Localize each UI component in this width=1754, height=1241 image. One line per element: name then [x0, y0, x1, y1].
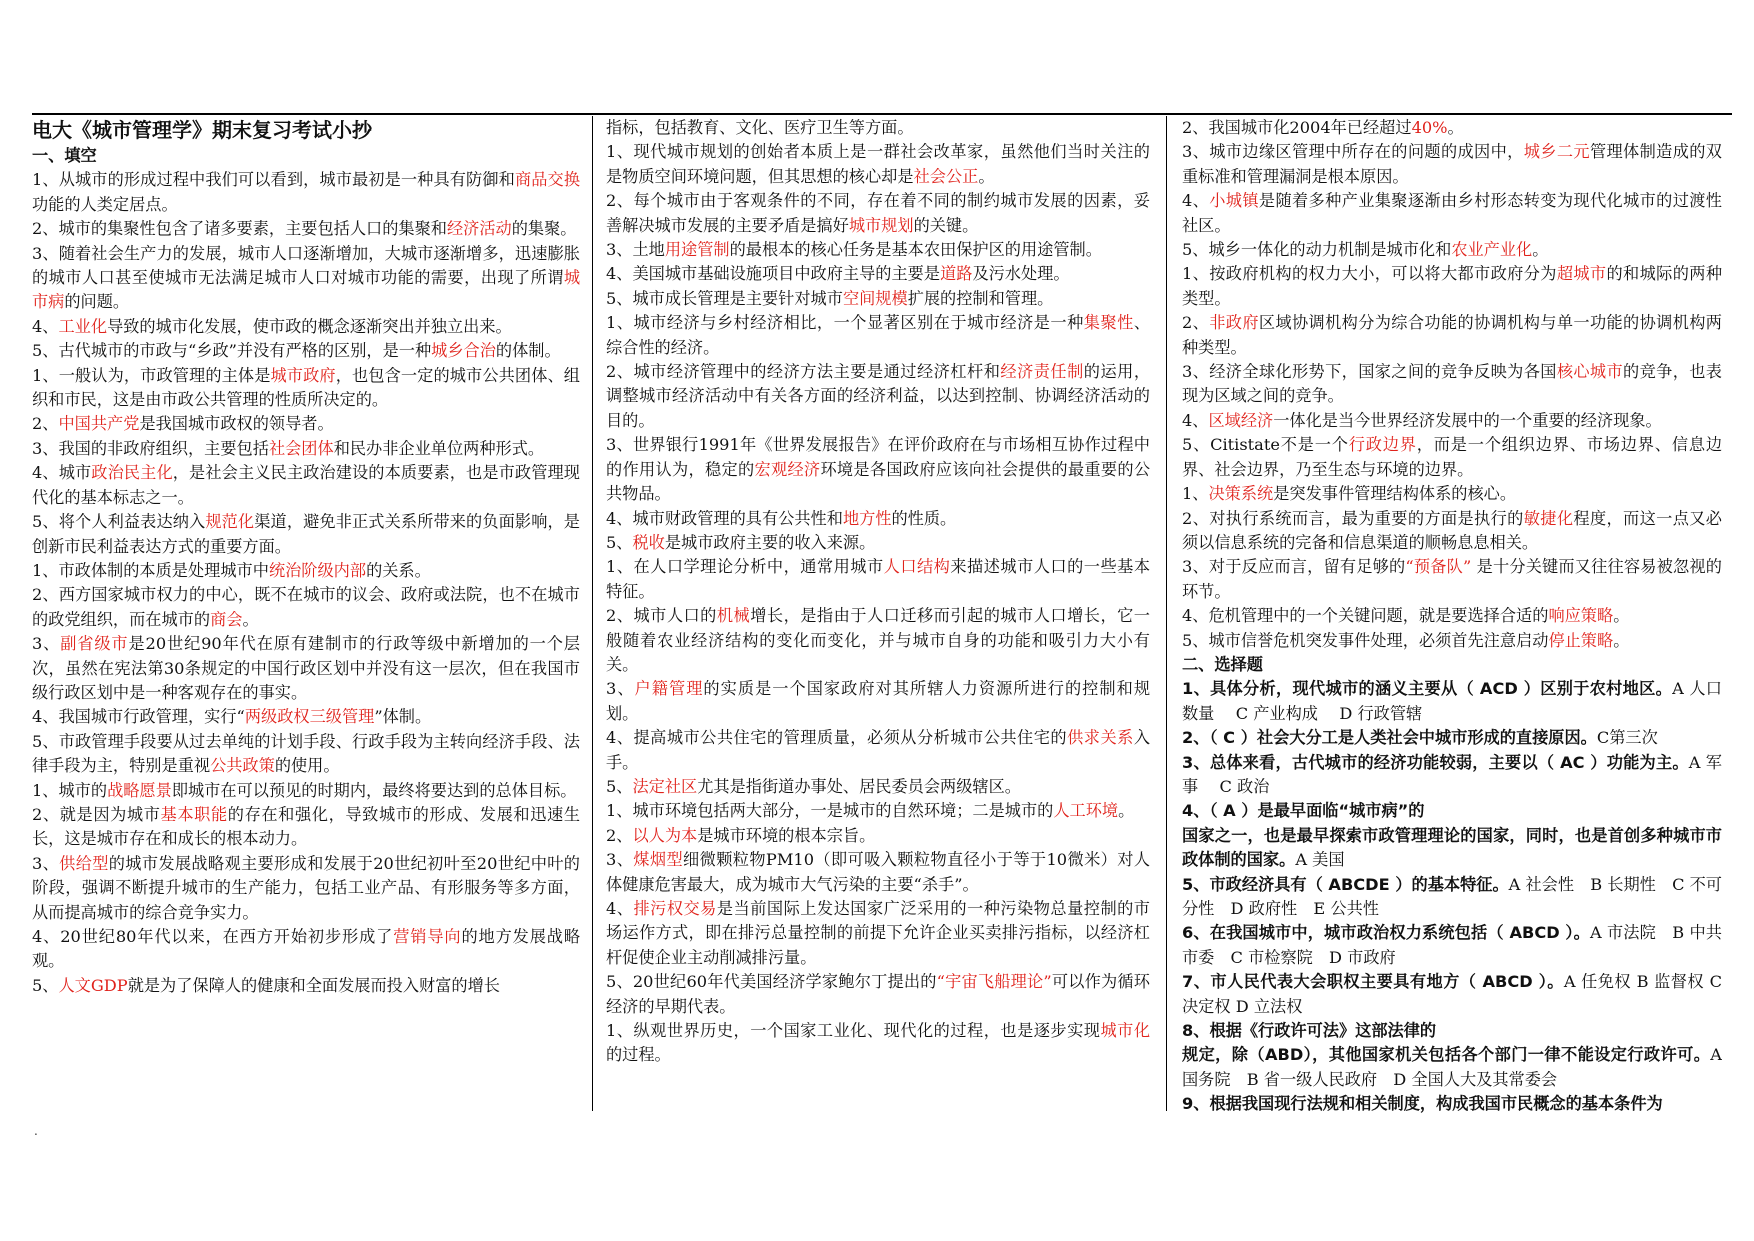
note-text: 程度，而这一点又必须以信息系统的完备和信息渠道的顺畅息息相关。 [1182, 508, 1722, 552]
note-item [1182, 189, 1722, 238]
note-item [32, 510, 580, 559]
note-text: 来描述城市人口的一些基本特征。 [606, 557, 1150, 601]
note-item [32, 315, 580, 339]
note-item [32, 412, 580, 436]
note-item [606, 897, 1150, 970]
note-text: 5、城市信誉危机突发事件处理，必须首先注意启动 [1182, 630, 1549, 650]
note-text: 3、土地 [606, 240, 665, 260]
highlight-term: 停止策略 [1548, 630, 1614, 650]
note-text: 1、市政体制的本质是处理城市中 [32, 560, 269, 580]
note-item [1182, 604, 1722, 628]
note-text: 3、 [606, 679, 635, 699]
highlight-term: 税收 [632, 532, 665, 552]
question-stem: 7、市人民代表大会职权主要具有地方（ ABCD ）。 [1182, 972, 1564, 992]
highlight-term: 区域经济 [1208, 410, 1274, 430]
note-text: 1、从城市的形成过程中我们可以看到，城市最初是一种具有防御和 [32, 170, 515, 190]
note-text: 扩展的控制和管理。 [907, 288, 1054, 308]
note-text: 导致的城市化发展，使市政的概念逐渐突出并独立出来。 [107, 316, 512, 336]
note-text: 3、经济全球化形势下，国家之间的竞争反映为各国 [1182, 362, 1557, 382]
note-text: 一体化是当今世界经济发展中的一个重要的经济现象。 [1273, 410, 1662, 430]
note-text: 5、城市成长管理是主要针对城市 [606, 288, 843, 308]
note-text: 1、一般认为，市政管理的主体是 [32, 365, 271, 385]
note-text: 是当前国际上发达国家广泛采用的一种污染物总量控制的市场运作方式，即在排污总量控制的前提下允许企业买卖排污指标，以经济杠杆促使企业主动削减排污量。 [606, 899, 1150, 967]
question-stem: 3、总体来看，古代城市的经济功能较弱，主要以（ AC ）功能为主。 [1182, 752, 1689, 772]
highlight-term: 户籍管理 [634, 679, 704, 699]
note-text: 的过程。 [606, 1045, 671, 1065]
column-3-body [1182, 116, 1722, 653]
note-text: 的和城际的两种类型。 [1182, 264, 1722, 308]
note-text: ”体制。 [374, 707, 432, 727]
note-text: 4、 [1182, 191, 1210, 211]
note-text: 。 [242, 609, 259, 629]
note-text: 2、 [1182, 313, 1210, 333]
note-item [606, 311, 1150, 360]
note-text: 2、西方国家城市权力的中心，既不在城市的议会、政府或法院，也不在城市的政党组织，而在城市的 [32, 585, 580, 629]
note-item [606, 677, 1150, 726]
note-text: 3、随着社会生产力的发展，城市人口逐渐增加，大城市逐渐增多，迅速膨胀的城市人口甚至使城市无法满足城市人口对城市功能的需要，出现了所谓 [32, 243, 580, 288]
note-text: 2、 [606, 825, 633, 845]
note-item [606, 1019, 1150, 1068]
highlight-term: 城市规划 [848, 215, 914, 235]
note-item [606, 360, 1150, 433]
note-text: 4、城市财政管理的具有公共性和 [606, 508, 843, 528]
highlight-term: 核心城市 [1556, 362, 1624, 382]
question-stem: 5、市政经济具有（ ABCDE ）的基本特征。 [1182, 874, 1509, 894]
column-divider [592, 116, 593, 1111]
highlight-term: 规范化 [205, 512, 255, 532]
note-item [606, 848, 1150, 897]
highlight-term: 城市化 [1100, 1021, 1150, 1041]
note-item [32, 583, 580, 632]
note-text: 5、城乡一体化的动力机制是城市化和 [1182, 240, 1452, 260]
question-item [1182, 824, 1722, 873]
highlight-term: 商会 [210, 609, 243, 629]
note-text: 4、 [606, 899, 634, 918]
note-item [32, 217, 580, 241]
highlight-term: 地方性 [842, 508, 892, 528]
question-item [1182, 799, 1722, 823]
note-item [606, 189, 1150, 238]
highlight-term: 行政边界 [1348, 435, 1417, 455]
note-text: 4、危机管理中的一个关键问题，就是要选择合适的 [1182, 606, 1549, 626]
note-text: ，也包含一定的城市公共团体、组织和市民，这是由市政公共管理的性质所决定的。 [32, 365, 580, 410]
highlight-term: 用途管制 [664, 240, 730, 260]
note-item [32, 803, 580, 852]
note-text: 1、在人口学理论分析中，通常用城市 [606, 557, 884, 577]
note-item [32, 779, 580, 803]
highlight-term: 人工环境 [1053, 801, 1119, 821]
note-item [606, 824, 1150, 848]
note-text: 渠道，避免非正式关系所带来的负面影响，是创新市民利益表达方式的重要方面。 [32, 512, 580, 556]
highlight-term: 人文GDP [58, 975, 128, 995]
highlight-term: 决策系统 [1208, 484, 1274, 504]
note-item [606, 775, 1150, 799]
note-text: 、综合性的经济。 [606, 313, 1150, 357]
note-text: 5、20世纪60年代美国经济学家鲍尔丁提出的 [606, 972, 937, 992]
highlight-term: 农业产业化 [1451, 240, 1533, 260]
note-item [606, 287, 1150, 311]
question-item [1182, 1043, 1722, 1092]
note-text: 4、美国城市基础设施项目中政府主导的主要是 [606, 264, 941, 284]
highlight-term: 机械 [716, 606, 751, 626]
highlight-term: 道路 [940, 264, 973, 284]
note-item [32, 925, 580, 974]
question-item [1182, 751, 1722, 800]
note-text: A 人口数量 C 产业构成 D 行政管辖 [1182, 679, 1722, 723]
note-text: 是城市政府主要的收入来源。 [664, 532, 876, 552]
note-item [32, 242, 580, 315]
note-text: 4、 [32, 316, 59, 336]
note-text: 的关键。 [913, 215, 979, 235]
note-text: 区域协调机构分为综合功能的协调机构与单一功能的协调机构两种类型。 [1182, 313, 1722, 357]
note-text: 2、每个城市由于客观条件的不同，存在着不同的制约城市发展的因素，妥善解决城市发展的主要矛盾是搞好 [606, 191, 1150, 235]
stray-mark: . [34, 1124, 38, 1138]
question-item [1182, 726, 1722, 750]
question-item [1182, 873, 1722, 922]
note-item [606, 604, 1150, 677]
note-text: A 任免权 B 监督权 C 决定权 D 立法权 [1182, 972, 1722, 1016]
note-text: 1、纵观世界历史，一个国家工业化、现代化的过程，也是逐步实现 [606, 1021, 1101, 1041]
note-text: 4、提高城市公共住宅的管理质量，必须从分析城市公共住宅的 [606, 728, 1068, 748]
note-text: 。 [1613, 606, 1630, 626]
note-item [1182, 629, 1722, 653]
highlight-term: 统治阶级内部 [268, 560, 367, 580]
note-item [32, 852, 580, 925]
note-text: 3、 [32, 853, 60, 873]
question-item [1182, 677, 1722, 726]
question-stem: 6、在我国城市中，城市政治权力系统包括（ ABCD ）。 [1182, 923, 1590, 943]
note-item [32, 705, 580, 729]
note-text: 5、古代城市的市政与“乡政”并没有严格的区别，是一种 [32, 341, 432, 361]
note-text: 的城市发展战略观主要形成和发展于20世纪初叶至20世纪中叶的阶段，强调不断提升城市的生产能力，包括工业产品、有形服务等多方面，从而提高城市的综合竞争实力。 [32, 853, 580, 922]
top-rule [32, 113, 1732, 115]
note-text: 的运用，调整城市经济活动中有关各方面的经济利益，以达到控制、协调经济活动的目的。 [606, 362, 1150, 430]
note-text: 3、 [32, 634, 61, 654]
note-item [1182, 360, 1722, 409]
note-text: 的问题。 [64, 292, 130, 312]
question-item [1182, 921, 1722, 970]
highlight-term: 40% [1411, 118, 1448, 137]
note-text: ，而是一个组织边界、市场边界、信息边界、社会边界，乃至生态与环境的边界。 [1182, 435, 1722, 479]
highlight-term: 经济责任制 [1000, 362, 1084, 382]
note-text: 是城市环境的根本宗旨。 [697, 825, 876, 845]
highlight-term: 供给型 [59, 853, 109, 873]
highlight-term: 小城镇 [1209, 191, 1259, 211]
note-item [1182, 262, 1722, 311]
highlight-term: “宇宙飞船理论” [936, 972, 1052, 992]
note-text: 5、 [606, 776, 633, 796]
highlight-term: 人口结构 [883, 557, 951, 577]
highlight-term: 公共政策 [210, 756, 275, 776]
note-text: 2、城市经济管理中的经济方法主要是通过经济杠杆和 [606, 362, 1001, 382]
highlight-term: 社会团体 [268, 438, 334, 458]
note-text: 的性质。 [891, 508, 957, 528]
note-text: 4、 [1182, 410, 1209, 430]
highlight-term: 空间规模 [842, 288, 908, 308]
note-text: 。 [1613, 630, 1630, 650]
question-stem: 国家之一，也是最早探索市政管理理论的国家，同时，也是首创多种城市市政体制的国家。 [1182, 825, 1722, 870]
note-text: 入手。 [606, 728, 1150, 772]
note-text: 是20世纪90年代在原有建制市的行政等级中新增加的一个层次，虽然在宪法第30条规定的中国行政区划中并没有这一层次，但在我国市级行政区划中是一种客观存在的事实。 [32, 634, 580, 702]
document-title: 电大《城市管理学》期末复习考试小抄 [32, 118, 372, 142]
note-item [32, 339, 580, 363]
note-item [606, 726, 1150, 775]
note-text: 的地方发展战略观。 [32, 927, 580, 971]
highlight-term: 两级政权三级管理 [244, 707, 375, 727]
question-stem: 4、（ A ）是最早面临“城市病”的 [1182, 801, 1425, 821]
highlight-term: 城乡二元 [1523, 142, 1590, 162]
note-text: 3、 [606, 850, 634, 870]
highlight-term: 中国共产党 [58, 414, 140, 434]
column-3 [1182, 116, 1722, 1116]
note-item [1182, 238, 1722, 262]
question-stem: 规定，除（ABD），其他国家机关包括各个部门一律不能设定行政许可。 [1182, 1045, 1711, 1065]
question-item [1182, 1019, 1722, 1043]
note-text: 的最根本的核心任务是基本农田保护区的用途管制。 [729, 240, 1102, 260]
note-text: 2、就是因为城市 [32, 804, 161, 824]
note-text: 4、我国城市行政管理，实行“ [32, 707, 245, 727]
note-item [32, 730, 580, 779]
note-text: A 军事 C 政治 [1182, 752, 1722, 796]
question-stem: 2、（ C ）社会大分工是人类社会中城市形成的直接原因。 [1182, 728, 1597, 748]
note-text: 3、世界银行1991年《世界发展报告》在评价政府在与市场相互协作过程中的作用认为，稳定的 [606, 435, 1150, 479]
note-text: 是十分关键而又往往容易被忽视的环节。 [1182, 557, 1722, 601]
note-text: 的体制。 [495, 341, 561, 361]
column-2-body [606, 116, 1150, 1068]
highlight-term: 以人为本 [632, 825, 698, 845]
note-text: 3、我国的非政府组织，主要包括 [32, 438, 269, 458]
document-page [32, 113, 1732, 1113]
note-text: 5、 [32, 975, 59, 995]
note-text: 4、20世纪80年代以来，在西方开始初步形成了 [32, 927, 394, 946]
note-text: 尤其是指街道办事处、居民委员会两级辖区。 [697, 776, 1021, 796]
highlight-term: 商品交换 [514, 170, 580, 190]
note-text: 是随着多种产业集聚逐渐由乡村形态转变为现代化城市的过渡性社区。 [1182, 191, 1722, 235]
note-text: 管理体制造成的双重标准和管理漏洞是根本原因。 [1182, 142, 1722, 186]
note-item [606, 140, 1150, 189]
note-item [606, 262, 1150, 286]
highlight-term: 法定社区 [632, 776, 698, 796]
section-heading-choice: 二、选择题 [1182, 654, 1263, 674]
note-text: 。 [978, 166, 995, 186]
question-stem: 9、根据我国现行法规和相关制度，构成我国市民概念的基本条件为 [1182, 1094, 1663, 1114]
note-text: 5、Citistate不是一个 [1182, 435, 1349, 455]
note-text: 5、市政管理手段要从过去单纯的计划手段、行政手段为主转向经济手段、法律手段为主，特别是重视 [32, 731, 580, 776]
note-text: 1、 [1182, 484, 1209, 504]
note-item [1182, 140, 1722, 189]
note-text: 5、 [606, 532, 633, 552]
note-text: 2、对执行系统而言，最为重要的方面是执行的 [1182, 508, 1524, 528]
highlight-term: 社会公正 [913, 166, 979, 186]
note-item [606, 238, 1150, 262]
note-text: 5、将个人利益表达纳入 [32, 512, 206, 532]
note-item [606, 116, 1150, 140]
note-text: 3、城市边缘区管理中所存在的问题的成因中， [1182, 142, 1524, 162]
note-text: 2、 [32, 414, 59, 434]
note-text: 指标，包括教育、文化、医疗卫生等方面。 [606, 118, 914, 137]
note-item [32, 437, 580, 461]
column-2 [606, 116, 1150, 1116]
note-item [1182, 555, 1722, 604]
note-text: C第三次 [1596, 728, 1658, 748]
note-item [32, 461, 580, 510]
highlight-term: 经济活动 [447, 219, 512, 239]
note-text: 1、按政府机构的权力大小，可以将大都市政府分为 [1182, 264, 1557, 284]
note-text: 环境是各国政府应该向社会提供的最重要的公共物品。 [606, 459, 1150, 504]
highlight-term: 政治民主化 [91, 463, 173, 483]
note-item [32, 974, 580, 998]
highlight-term: 城市政府 [270, 365, 336, 385]
note-text: 1、城市环境包括两大部分，一是城市的自然环境；二是城市的 [606, 801, 1054, 821]
highlight-term: 副省级市 [60, 634, 129, 654]
note-item [1182, 409, 1722, 433]
highlight-term: 营销导向 [393, 927, 462, 946]
question-item [1182, 1092, 1722, 1116]
note-text: 细微颗粒物PM10（即可吸入颗粒物直径小于等于10微米）对人体健康危害最大，成为城市大气污染的主要“杀手”。 [606, 850, 1150, 894]
note-item [606, 507, 1150, 531]
note-text: 的竞争，也表现为区域之间的竞争。 [1182, 362, 1722, 406]
note-item [606, 970, 1150, 1019]
highlight-term: 工业化 [58, 316, 108, 336]
highlight-term: 煤烟型 [633, 850, 684, 870]
note-item [606, 799, 1150, 823]
note-text: 1、城市的 [32, 780, 108, 800]
note-text: 的存在和强化，导致城市的形成、发展和迅速生长，这是城市存在和成长的根本动力。 [32, 804, 580, 849]
note-item [606, 531, 1150, 555]
highlight-term: 非政府 [1209, 313, 1259, 333]
note-text: 可以作为循环经济的早期代表。 [606, 972, 1150, 1016]
note-text: ，是社会主义民主政治建设的本质要素，也是市政管理现代化的基本标志之一。 [32, 463, 580, 507]
note-item [32, 364, 580, 413]
note-text: 1、城市经济与乡村经济相比，一个显著区别在于城市经济是一种 [606, 313, 1084, 333]
question-stem: 8、根据《行政许可法》这部法律的 [1182, 1021, 1437, 1041]
question-item [1182, 970, 1722, 1019]
note-text: 1、现代城市规划的创始者本质上是一群社会改革家，虽然他们当时关注的是物质空间环境问题，但其思想的核心却是 [606, 142, 1150, 186]
note-text: 即城市在可以预见的时期内，最终将要达到的总体目标。 [171, 780, 577, 800]
note-item [32, 559, 580, 583]
note-text: 就是为了保障人的健康和全面发展而投入财富的增长 [127, 975, 500, 995]
note-text: 4、城市 [32, 463, 92, 483]
note-text: 的集聚。 [511, 219, 577, 239]
note-item [32, 632, 580, 705]
note-item [606, 555, 1150, 604]
choice-questions [1182, 677, 1722, 1116]
note-text: 及污水处理。 [972, 264, 1070, 284]
note-text: 。 [1532, 240, 1549, 260]
note-text: 2、城市的集聚性包含了诸多要素，主要包括人口的集聚和 [32, 219, 447, 239]
note-item [1182, 311, 1722, 360]
note-text: 2、我国城市化2004年已经超过 [1182, 118, 1412, 137]
note-item [1182, 482, 1722, 506]
note-text: 。 [1447, 118, 1464, 137]
column-divider [1166, 116, 1167, 1111]
note-text: 。 [1118, 801, 1135, 821]
highlight-term: 供求关系 [1067, 728, 1134, 748]
note-text: 的使用。 [274, 756, 340, 776]
note-text: A 市法院 B 中共市委 C 市检察院 D 市政府 [1182, 923, 1722, 967]
note-text: 是我国城市政权的领导者。 [139, 414, 334, 434]
note-text: A 社会性 B 长期性 C 不可分性 D 政府性 E 公共性 [1182, 874, 1722, 918]
note-text: 增长，是指由于人口迁移而引起的城市人口增长，它一般随着农业经济结构的变化而变化，并与城市自身的功能和吸引力大小有关。 [606, 606, 1150, 674]
highlight-term: 战略愿景 [107, 780, 172, 800]
note-item [1182, 116, 1722, 140]
note-item [1182, 507, 1722, 556]
highlight-term: 敏捷化 [1523, 508, 1574, 528]
highlight-term: 超城市 [1556, 264, 1607, 284]
note-text: 的实质是一个国家政府对其所辖人力资源所进行的控制和规划。 [606, 679, 1150, 723]
note-text: A 美国 [1295, 850, 1345, 870]
highlight-term: 响应策略 [1548, 606, 1614, 626]
highlight-term: 集聚性 [1083, 313, 1134, 333]
column-1-body [32, 168, 580, 998]
highlight-term: 城乡合治 [431, 341, 496, 361]
note-text: 和民办非企业单位两种形式。 [333, 438, 545, 458]
question-stem: 1、具体分析，现代城市的涵义主要从（ ACD ）区别于农村地区。 [1182, 679, 1673, 699]
highlight-term: 排污权交易 [633, 899, 717, 918]
note-item [1182, 433, 1722, 482]
highlight-term: “预备队” [1405, 557, 1472, 577]
highlight-term: 宏观经济 [754, 459, 821, 479]
note-text: 是突发事件管理结构体系的核心。 [1273, 484, 1517, 504]
note-item [32, 168, 580, 217]
column-1 [32, 116, 580, 1116]
note-item [606, 433, 1150, 506]
note-text: 功能的人类定居点。 [32, 194, 178, 214]
note-text: 2、城市人口的 [606, 606, 717, 626]
highlight-term: 基本职能 [160, 804, 228, 824]
note-text: A 国务院 B 省一级人民政府 D 全国人大及其常委会 [1182, 1045, 1722, 1089]
highlight-term: 城市病 [32, 268, 580, 312]
note-text: 的关系。 [366, 560, 431, 580]
note-text: 3、对于反应而言，留有足够的 [1182, 557, 1406, 577]
section-heading-fill-in: 一、填空 [32, 146, 97, 165]
